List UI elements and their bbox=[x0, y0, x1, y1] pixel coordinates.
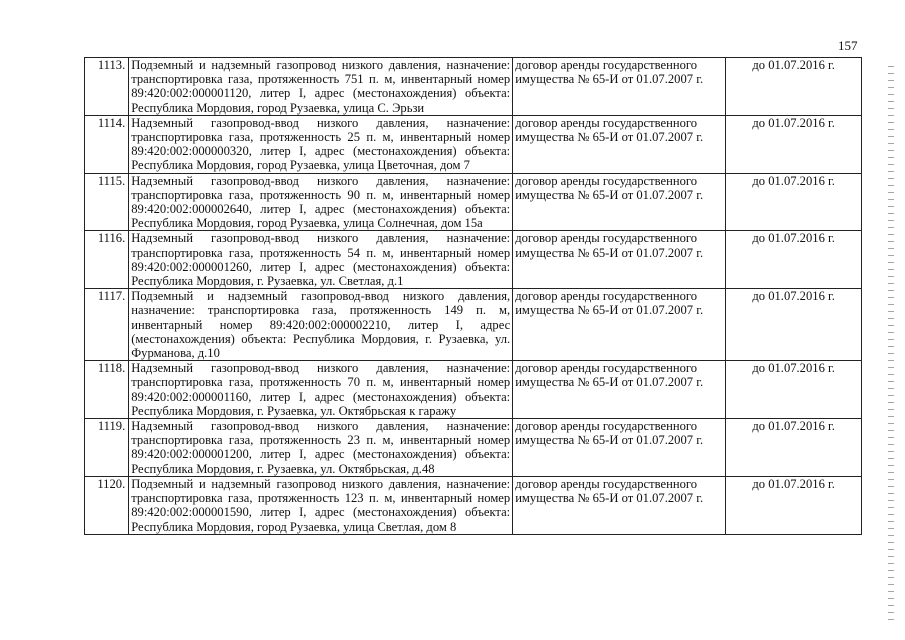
table-row bbox=[85, 173, 862, 231]
term-cell: до 01.07.2016 г. bbox=[726, 231, 862, 289]
object-description-cell: Подземный и надземный газопровод-ввод низкого давления, назначение: транспортировка газа, протяженность 149 п. м, инвентарный номер 89:420:002:000002210, литер I, адрес (местонахождения) объекта: Республика Мордовия, г. Рузаевка, ул. Фурманова, д.10 bbox=[129, 289, 513, 361]
object-description-cell: Надземный газопровод-ввод низкого давления, назначение: транспортировка газа, протяженность 54 п. м, инвентарный номер 89:420:002:000001260, литер I, адрес (местонахождения) объекта: Республика Мордовия, г. Рузаевка, ул. Светлая, д.1 bbox=[129, 231, 513, 289]
term-cell: до 01.07.2016 г. bbox=[726, 115, 862, 173]
legal-basis-cell: договор аренды государственного имущества № 65-И от 01.07.2007 г. bbox=[513, 231, 726, 289]
object-description-cell: Надземный газопровод-ввод низкого давления, назначение: транспортировка газа, протяженность 25 п. м, инвентарный номер 89:420:002:000000320, литер I, адрес (местонахождения) объекта: Республика Мордовия, город Рузаевка, улица Цветочная, дом 7 bbox=[129, 115, 513, 173]
term-cell: до 01.07.2016 г. bbox=[726, 289, 862, 361]
row-number-cell: 1113. bbox=[85, 58, 129, 116]
table-row bbox=[85, 58, 862, 116]
row-number-cell: 1114. bbox=[85, 115, 129, 173]
table-row bbox=[85, 361, 862, 419]
object-description-cell: Надземный газопровод-ввод низкого давления, назначение: транспортировка газа, протяженность 70 п. м, инвентарный номер 89:420:002:000001160, литер I, адрес (местонахождения) объекта: Республика Мордовия, г. Рузаевка, ул. Октябрьская к гаражу bbox=[129, 361, 513, 419]
row-number-cell: 1116. bbox=[85, 231, 129, 289]
table-row bbox=[85, 419, 862, 477]
legal-basis-cell: договор аренды государственного имущества № 65-И от 01.07.2007 г. bbox=[513, 173, 726, 231]
page-number: 157 bbox=[838, 38, 858, 53]
legal-basis-cell: договор аренды государственного имущества № 65-И от 01.07.2007 г. bbox=[513, 476, 726, 534]
row-number-cell: 1117. bbox=[85, 289, 129, 361]
table-row bbox=[85, 231, 862, 289]
row-number-cell: 1120. bbox=[85, 476, 129, 534]
object-description-cell: Надземный газопровод-ввод низкого давления, назначение: транспортировка газа, протяженность 23 п. м, инвентарный номер 89:420:002:000001200, литер I, адрес (местонахождения) объекта: Республика Мордовия, г. Рузаевка, ул. Октябрьская, д.48 bbox=[129, 419, 513, 477]
row-number-cell: 1115. bbox=[85, 173, 129, 231]
table-row bbox=[85, 115, 862, 173]
property-registry-table bbox=[84, 57, 862, 535]
legal-basis-cell: договор аренды государственного имущества № 65-И от 01.07.2007 г. bbox=[513, 289, 726, 361]
legal-basis-cell: договор аренды государственного имущества № 65-И от 01.07.2007 г. bbox=[513, 58, 726, 116]
table-body bbox=[85, 58, 862, 535]
term-cell: до 01.07.2016 г. bbox=[726, 419, 862, 477]
legal-basis-cell: договор аренды государственного имущества № 65-И от 01.07.2007 г. bbox=[513, 419, 726, 477]
legal-basis-cell: договор аренды государственного имущества № 65-И от 01.07.2007 г. bbox=[513, 115, 726, 173]
table-row bbox=[85, 476, 862, 534]
term-cell: до 01.07.2016 г. bbox=[726, 476, 862, 534]
object-description-cell: Подземный и надземный газопровод низкого давления, назначение: транспортировка газа, протяженность 123 п. м, инвентарный номер 89:420:002:000001590, литер I, адрес (местонахождения) объекта: Республика Мордовия, город Рузаевка, улица Светлая, дом 8 bbox=[129, 476, 513, 534]
scan-edge-artifact bbox=[888, 60, 894, 620]
term-cell: до 01.07.2016 г. bbox=[726, 173, 862, 231]
row-number-cell: 1119. bbox=[85, 419, 129, 477]
legal-basis-cell: договор аренды государственного имущества № 65-И от 01.07.2007 г. bbox=[513, 361, 726, 419]
row-number-cell: 1118. bbox=[85, 361, 129, 419]
term-cell: до 01.07.2016 г. bbox=[726, 58, 862, 116]
object-description-cell: Подземный и надземный газопровод низкого давления, назначение: транспортировка газа, протяженность 751 п. м, инвентарный номер 89:420:002:000001120, литер I, адрес (местонахождения) объекта: Республика Мордовия, город Рузаевка, улица С. Эрьзи bbox=[129, 58, 513, 116]
object-description-cell: Надземный газопровод-ввод низкого давления, назначение: транспортировка газа, протяженность 90 п. м, инвентарный номер 89:420:002:000002640, литер I, адрес (местонахождения) объекта: Республика Мордовия, город Рузаевка, улица Солнечная, дом 15а bbox=[129, 173, 513, 231]
table-row bbox=[85, 289, 862, 361]
term-cell: до 01.07.2016 г. bbox=[726, 361, 862, 419]
